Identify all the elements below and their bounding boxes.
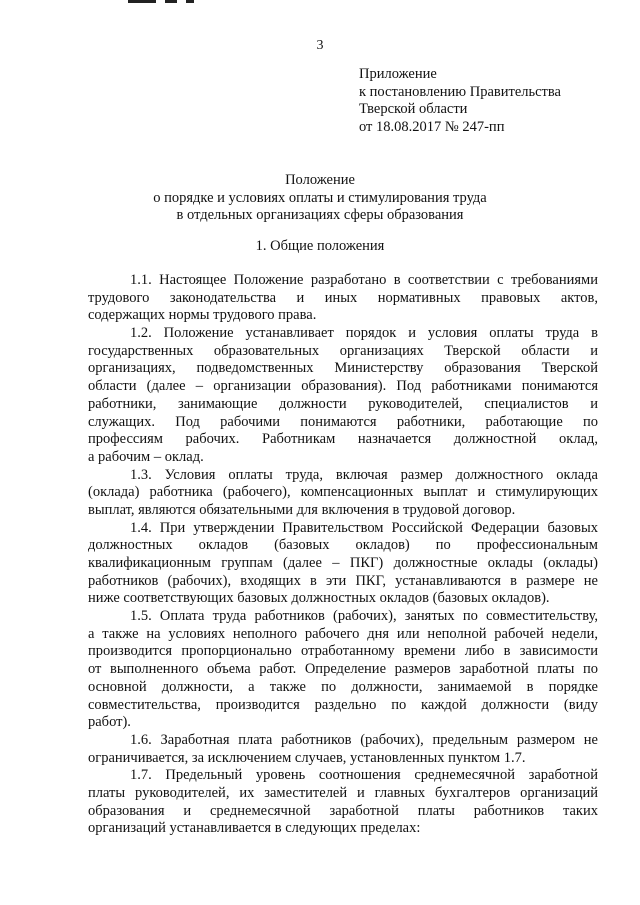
paragraph-line: работ). — [88, 714, 131, 731]
document-title — [60, 172, 580, 225]
title-line: о порядке и условиях оплаты и стимулирования труда — [153, 189, 487, 206]
paragraph-line: выплат, являются обязательными для включения в трудовой договор. — [88, 501, 516, 518]
paragraph-line: а рабочим – оклад. — [88, 448, 204, 465]
title-line: в отдельных организациях сферы образования — [176, 207, 464, 223]
paragraph-line: совместительства, производится раздельно по каждой должности (виду — [88, 696, 598, 713]
paragraph-line: от выполненного объема работ. Определение размеров заработной платы по — [88, 661, 598, 678]
appendix-block — [359, 66, 609, 136]
paragraph-line: 1.6. Заработная плата работников (рабочих), предельным размером не — [130, 731, 598, 748]
paragraph-line: основной должности, а также по должности, занимаемой в порядке — [88, 678, 598, 695]
appendix-line: Тверской области — [359, 101, 468, 117]
paragraph-line: государственных образовательных организациях Тверской области и — [88, 342, 598, 359]
paragraph-line: а также на условиях неполного рабочего дня или неполной рабочей недели, — [88, 625, 598, 642]
paragraph-line: 1.7. Предельный уровень соотношения среднемесячной заработной — [130, 767, 598, 784]
paragraph-line: (оклада) работника (рабочего), компенсационных выплат и стимулирующих — [88, 484, 598, 501]
paragraph-line: ниже соответствующих базовых должностных окладов (базовых окладов). — [88, 590, 550, 607]
paragraph-line: области (далее – организации образования). Под работниками понимаются — [88, 378, 598, 395]
paragraph — [88, 520, 598, 608]
paragraph-line: 1.4. При утверждении Правительством Российской Федерации базовых — [130, 519, 598, 536]
appendix-line: Приложение — [359, 66, 437, 82]
paragraph-line: квалификационным группам (далее – ПКГ) должностные оклады (оклады) — [88, 555, 598, 571]
paragraph-line: образования и среднемесячной заработной платы работников таких — [88, 802, 598, 819]
paragraph-line: 1.2. Положение устанавливает порядок и условия оплаты труда в — [130, 325, 598, 342]
paragraph-line: организаций устанавливается в следующих пределах: — [88, 820, 421, 837]
paragraph — [88, 325, 598, 467]
paragraph-line: организациях, подведомственных Министерству образования Тверской — [88, 360, 598, 377]
appendix-line: от 18.08.2017 № 247-пп — [359, 118, 505, 135]
paragraph-line: работники, занимающие должности руководителей, специалистов и — [88, 395, 598, 412]
section-heading: 1. Общие положения — [255, 238, 385, 254]
paragraph-line: трудового законодательства и иных нормативных правовых актов, — [88, 289, 598, 306]
paragraph — [88, 608, 598, 732]
paragraph — [88, 467, 598, 520]
paragraph-line: ограничивается, за исключением случаев, установленных пунктом 1.7. — [88, 749, 526, 766]
paragraph-line: содержащих нормы трудового права. — [88, 307, 317, 324]
paragraph — [88, 767, 598, 838]
document-body — [88, 272, 598, 838]
paragraph-line: 1.5. Оплата труда работников (рабочих), занятых по совместительству, — [130, 608, 598, 625]
scan-artifact — [128, 0, 156, 3]
paragraph — [88, 272, 598, 325]
scan-artifact — [165, 0, 177, 3]
paragraph-line: 1.1. Настоящее Положение разработано в соответствии с требованиями — [130, 272, 598, 288]
appendix-line: к постановлению Правительства — [359, 83, 561, 100]
paragraph-line: платы руководителей, их заместителей и главных бухгалтеров организаций — [88, 784, 598, 801]
paragraph-line: 1.3. Условия оплаты труда, включая размер должностного оклада — [130, 466, 598, 483]
paragraph-line: производится пропорционально отработанному времени либо в зависимости — [88, 643, 598, 660]
paragraph-line: должностных окладов (базовых окладов) по профессиональным — [88, 537, 598, 554]
title-line: Положение — [285, 172, 355, 188]
paragraph — [88, 732, 598, 767]
paragraph-line: работников (рабочих), входящих в эти ПКГ, устанавливаются в размере не — [88, 572, 598, 589]
paragraph-line: профессиям рабочих. Работникам назначается должностной оклад, — [88, 431, 598, 448]
page-number: 3 — [316, 38, 324, 53]
scan-artifact — [186, 0, 194, 3]
paragraph-line: служащих. Под рабочими понимаются работники, работающие по — [88, 413, 598, 430]
